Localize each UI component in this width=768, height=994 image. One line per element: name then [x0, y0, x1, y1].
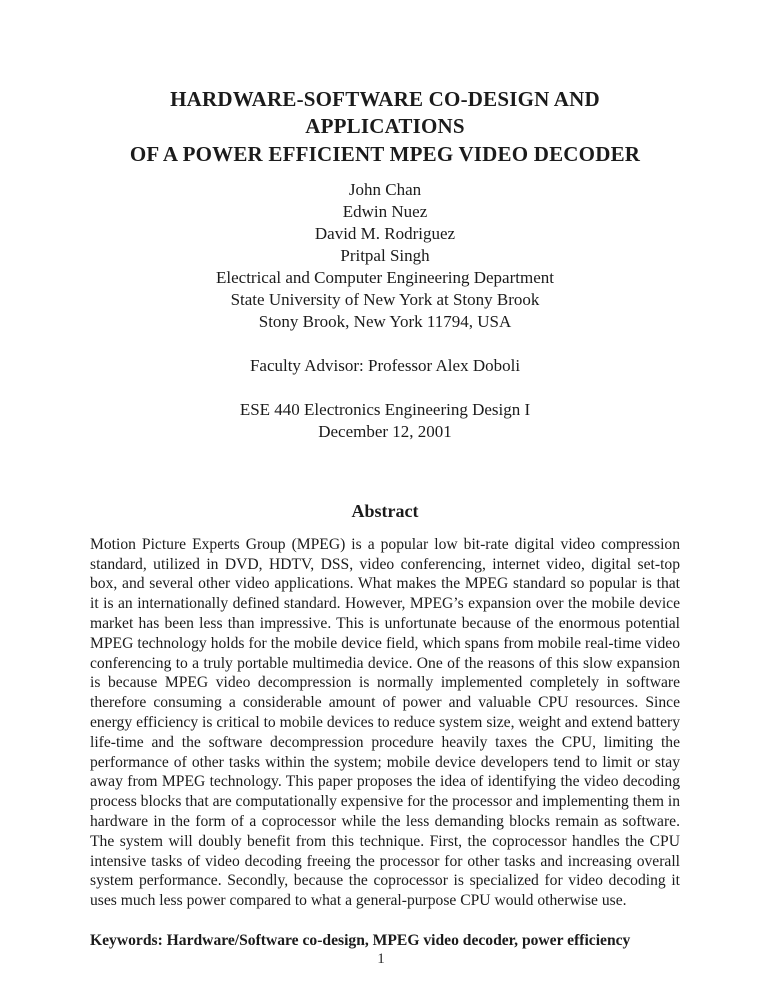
author-name: John Chan — [348, 179, 422, 199]
paper-title — [90, 86, 680, 168]
faculty-advisor-line — [90, 355, 680, 377]
course-date-block — [90, 399, 680, 443]
page-number: 1 — [377, 951, 385, 967]
author-name: Edwin Nuez — [342, 201, 428, 221]
affiliation-department: Electrical and Computer Engineering Department — [216, 267, 554, 287]
author-name: David M. Rodriguez — [314, 223, 456, 243]
paper-date: December 12, 2001 — [318, 421, 452, 441]
course-title: ESE 440 Electronics Engineering Design I — [239, 399, 531, 419]
author-name: Pritpal Singh — [340, 245, 430, 265]
affiliation-address: Stony Brook, New York 11794, USA — [258, 311, 512, 331]
affiliation-university: State University of New York at Stony Brook — [230, 289, 540, 309]
abstract-heading: Abstract — [351, 500, 419, 521]
author-affiliation-block — [90, 179, 680, 333]
faculty-advisor-text: Faculty Advisor: Professor Alex Doboli — [249, 355, 521, 375]
keywords-line: Keywords: Hardware/Software co-design, MPEG video decoder, power efficiency — [90, 932, 631, 950]
paper-title-line-1: HARDWARE-SOFTWARE CO-DESIGN AND APPLICATIONS — [170, 87, 600, 139]
abstract-paragraph: Motion Picture Experts Group (MPEG) is a popular low bit-rate digital video compression standard, utilized in DVD, HDTV, DSS, video conferencing, internet video, digital set-top box, and several other video applications. What makes the MPEG standard so popular is that it is an internationally defined standard. However, MPEG’s expansion over the mobile device market has been less than impressive. This is unfortunate because of the enormous potential MPEG technology holds for the mobile device field, which spans from mobile real-time video conferencing to a truly portable multimedia device. One of the reasons of this slow expansion is because MPEG video decompression is normally implemented completely in software therefore consuming a considerable amount of power and valuable CPU resources. Since energy efficiency is critical to mobile devices to reduce system size, weight and extend battery life-time and the software decompression procedure heavily taxes the CPU, limiting the performance of other tasks within the system; mobile device developers tend to limit or stay away from MPEG technology. This paper proposes the idea of identifying the video decoding process blocks that are computationally expensive for the processor and implementing them in hardware in the form of a coprocessor while the less demanding blocks remain as software. The system will doubly benefit from this technique. First, the coprocessor handles the CPU intensive tasks of video decoding freeing the processor for other tasks and increasing overall system performance. Secondly, because the coprocessor is specialized for video decoding it uses much less power compared to what a general-purpose CPU would otherwise use. — [90, 535, 680, 910]
paper-title-line-2: OF A POWER EFFICIENT MPEG VIDEO DECODER — [129, 141, 641, 166]
